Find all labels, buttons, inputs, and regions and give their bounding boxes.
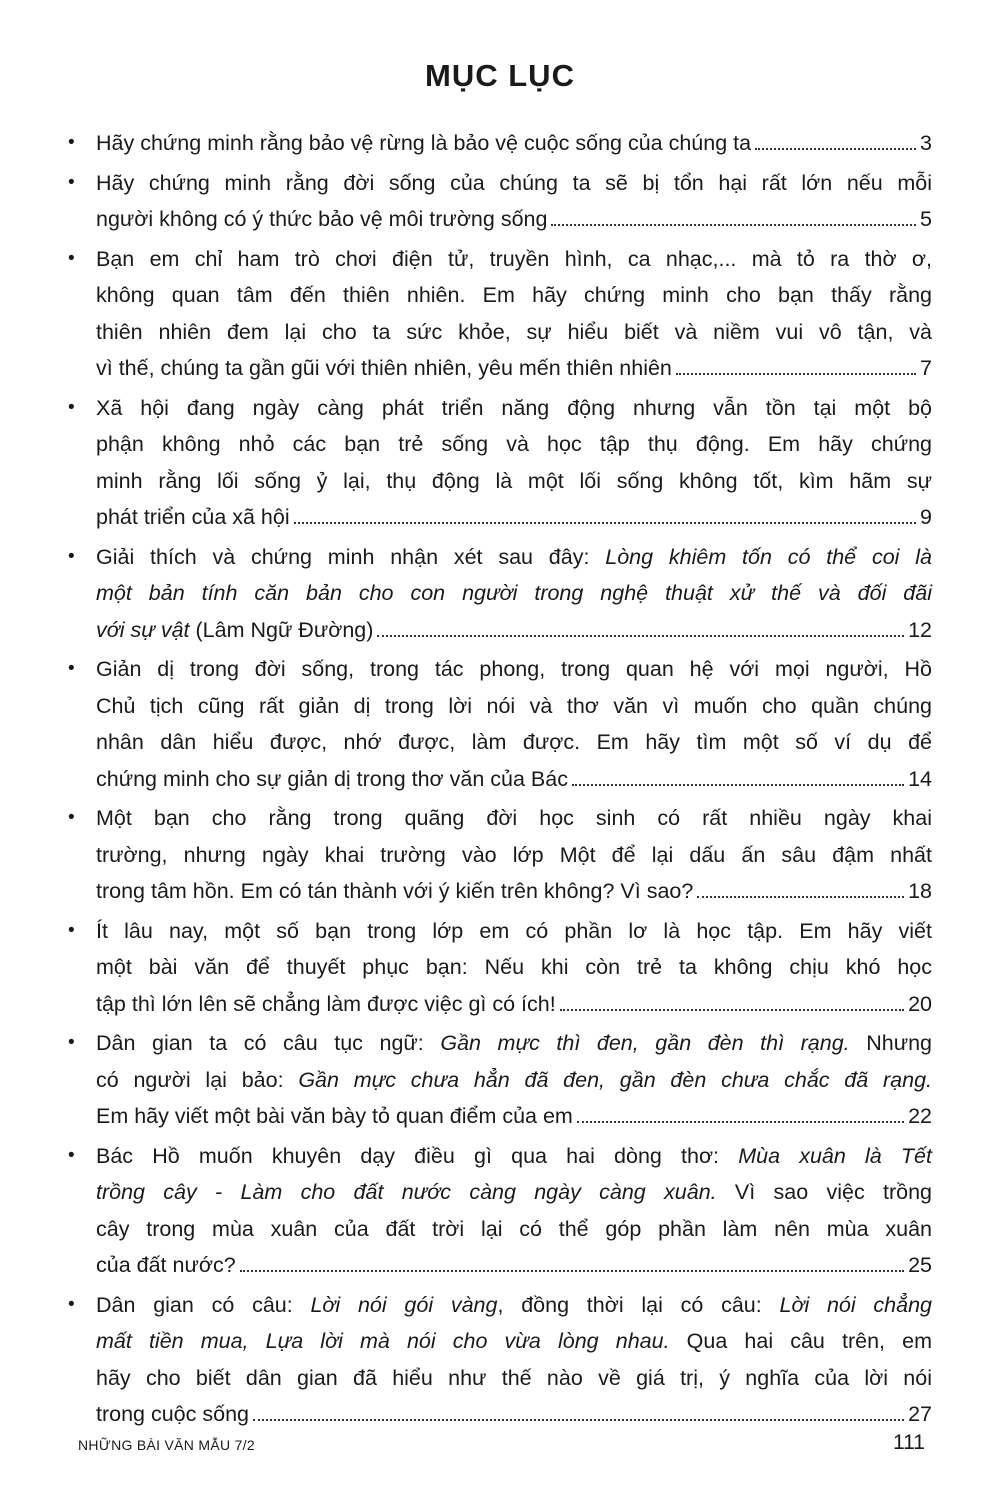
toc-entry-line (96, 1062, 932, 1099)
toc-entry-text: Chủ tịch cũng rất giản dị trong lời nói và thơ văn vì muốn cho quần chúng (96, 693, 932, 718)
toc-entry-line (96, 724, 932, 761)
toc-entry-text: tập thì lớn lên sẽ chẳng làm được việc gì có ích! (96, 991, 556, 1016)
toc-entry-text: Em hãy viết một bài văn bày tỏ quan điểm của em (96, 1104, 573, 1128)
bullet-icon: • (68, 396, 75, 418)
bullet-icon: • (68, 1293, 75, 1315)
toc-entry-quote: Gần mực thì đen, gần đèn thì rạng. (440, 1031, 850, 1055)
toc-entry-text: Xã hội đang ngày càng phát triển năng động nhưng vẫn tồn tại một bộ (96, 395, 932, 420)
toc-entry-page: 9 (920, 505, 932, 529)
toc-entry-line (96, 277, 932, 314)
toc-entry-text: nhân dân hiểu được, nhớ được, làm được. Em hãy tìm một số ví dụ để (96, 730, 932, 754)
toc-entry[interactable] (60, 125, 932, 162)
footer-page-number: 111 (893, 1431, 925, 1454)
toc-entry-line (96, 539, 932, 576)
toc-entry[interactable] (60, 1287, 932, 1433)
dot-leader (253, 1419, 904, 1421)
toc-entry-line (96, 125, 932, 162)
toc-entry-text: Hãy chứng minh rằng đời sống của chúng ta sẽ bị tổn hại rất lớn nếu mỗi (96, 170, 932, 195)
toc-entry-quote: với sự vật (96, 617, 190, 642)
toc-entry-line (96, 1396, 932, 1433)
toc-entry-line (96, 1098, 932, 1135)
toc-entry-text: Ít lâu nay, một số bạn trong lớp em có phần lơ là học tập. Em hãy viết (96, 918, 932, 943)
toc-entry-text: (Lâm Ngữ Đường) (189, 617, 374, 642)
toc-entry-quote: trồng cây - Làm cho đất nước càng ngày càng xuân. (96, 1180, 717, 1204)
toc-list (60, 125, 932, 1436)
toc-entry-line (96, 314, 932, 351)
toc-entry-quote: Lòng khiêm tốn có thể coi là (605, 544, 932, 569)
toc-entry-quote: Lời nói gói vàng (310, 1292, 498, 1317)
toc-entry-page: 22 (908, 1104, 932, 1128)
bullet-icon: • (68, 807, 75, 828)
toc-entry-text: Bác Hồ muốn khuyên dạy điều gì qua hai dòng thơ: (96, 1143, 739, 1168)
toc-entry-text: cây trong mùa xuân của đất trời lại có thể góp phần làm nên mùa xuân (96, 1216, 932, 1241)
toc-entry-text: vì thế, chúng ta gần gũi với thiên nhiên, yêu mến thiên nhiên (96, 356, 672, 380)
bullet-icon: • (68, 919, 75, 941)
toc-entry[interactable] (60, 539, 932, 649)
toc-entry-text: của đất nước? (96, 1253, 236, 1277)
toc-entry-quote: một bản tính căn bản cho con người trong nghệ thuật xử thế và đối đãi (96, 581, 932, 605)
toc-entry-quote: Mùa xuân là Tết (738, 1143, 932, 1168)
bullet-icon: • (68, 1144, 75, 1166)
toc-entry-line (96, 390, 932, 427)
toc-entry-text: Giản dị trong đời sống, trong tác phong, trong quan hệ với mọi người, Hồ (96, 657, 932, 681)
toc-entry-line (96, 761, 932, 798)
toc-entry-page: 20 (908, 991, 932, 1016)
footer-book-title: NHỮNG BÀI VĂN MẪU 7/2 (78, 1437, 255, 1453)
toc-entry-line (96, 1323, 932, 1360)
toc-entry-page: 12 (908, 617, 932, 642)
toc-entry-text: một bài văn để thuyết phục bạn: Nếu khi còn trẻ ta không chịu khó học (96, 955, 932, 979)
toc-entry-line (96, 651, 932, 688)
bullet-icon: • (68, 171, 75, 193)
toc-entry-text: minh rằng lối sống ỷ lại, thụ động là một lối sống không tốt, kìm hãm sự (96, 468, 932, 493)
toc-entry-line (96, 837, 932, 874)
toc-entry-text: Bạn em chỉ ham trò chơi điện tử, truyền hình, ca nhạc,... mà tỏ ra thờ ơ, (96, 246, 932, 271)
toc-entry-line (96, 873, 932, 910)
toc-entry-line (96, 1174, 932, 1211)
toc-entry-text: trong tâm hồn. Em có tán thành với ý kiến trên không? Vì sao? (96, 879, 694, 903)
toc-entry-text: phát triển của xã hội (96, 505, 290, 529)
toc-entry-text: Giải thích và chứng minh nhận xét sau đây: (96, 544, 606, 569)
toc-entry[interactable] (60, 1025, 932, 1135)
toc-entry-text: trường, nhưng ngày khai trường vào lớp Một để lại dấu ấn sâu đậm nhất (96, 842, 932, 867)
toc-entry-text: Một bạn cho rằng trong quãng đời học sinh có rất nhiều ngày khai (96, 806, 932, 830)
toc-entry[interactable] (60, 800, 932, 910)
toc-entry-quote: Gần mực chưa hẳn đã đen, gần đèn chưa chắc đã rạng. (298, 1067, 932, 1092)
toc-entry[interactable] (60, 651, 932, 797)
toc-entry-line (96, 800, 932, 837)
toc-entry-line (96, 165, 932, 202)
toc-entry-quote: Lời nói chẳng (779, 1292, 932, 1317)
toc-entry-line (96, 1211, 932, 1248)
toc-entry-text: có người lại bảo: (96, 1067, 299, 1092)
toc-entry-line (96, 1138, 932, 1175)
toc-entry-page: 27 (908, 1402, 932, 1426)
toc-entry-text: Nhưng (849, 1031, 933, 1055)
bullet-icon: • (68, 132, 75, 153)
toc-entry-text: Dân gian ta có câu tục ngữ: (96, 1031, 441, 1055)
toc-entry[interactable] (60, 1138, 932, 1284)
toc-entry-text: , đồng thời lại có câu: (497, 1292, 780, 1317)
toc-entry-text: không quan tâm đến thiên nhiên. Em hãy chứng minh cho bạn thấy rằng (96, 283, 932, 307)
toc-entry-line (96, 575, 932, 612)
toc-entry[interactable] (60, 165, 932, 238)
bullet-icon: • (68, 1032, 75, 1053)
toc-entry-line (96, 201, 932, 238)
toc-entry-line (96, 688, 932, 725)
bullet-icon: • (68, 545, 75, 567)
toc-entry-line (96, 426, 932, 463)
dot-leader (294, 522, 916, 524)
page-title: MỤC LỤC (425, 58, 575, 93)
toc-entry[interactable] (60, 913, 932, 1023)
toc-entry-line (96, 986, 932, 1023)
dot-leader (377, 635, 904, 637)
toc-entry-page: 25 (908, 1253, 932, 1277)
toc-entry-line (96, 241, 932, 278)
dot-leader (560, 1009, 904, 1011)
toc-entry-line (96, 612, 932, 649)
toc-entry-line (96, 499, 932, 536)
toc-entry-line (96, 1360, 932, 1397)
toc-entry-line (96, 913, 932, 950)
toc-entry-quote: mất tiền mua, Lựa lời mà nói cho vừa lòng nhau. (96, 1329, 670, 1353)
toc-entry-line (96, 1247, 932, 1284)
toc-entry-text: Vì sao việc trồng (716, 1180, 932, 1204)
toc-entry-line (96, 350, 932, 387)
toc-entry-text: người không có ý thức bảo vệ môi trường sống (96, 207, 548, 231)
dot-leader (676, 373, 916, 375)
toc-entry-text: chứng minh cho sự giản dị trong thơ văn của Bác (96, 766, 568, 791)
bullet-icon: • (68, 658, 75, 679)
toc-entry-page: 18 (908, 879, 932, 903)
dot-leader (240, 1270, 904, 1272)
toc-entry[interactable] (60, 241, 932, 387)
dot-leader (577, 1121, 904, 1123)
toc-entry-text: hãy cho biết dân gian đã hiểu như thế nào về giá trị, ý nghĩa của lời nói (96, 1365, 932, 1390)
toc-entry-line (96, 1025, 932, 1062)
toc-entry-line (96, 463, 932, 500)
toc-entry-text: Qua hai câu trên, em (669, 1329, 932, 1353)
toc-entry-line (96, 949, 932, 986)
bullet-icon: • (68, 247, 75, 269)
dot-leader (697, 896, 904, 898)
dot-leader (755, 148, 916, 150)
toc-entry-page: 7 (920, 356, 932, 380)
toc-entry[interactable] (60, 390, 932, 536)
toc-entry-page: 3 (920, 131, 932, 155)
toc-entry-text: trong cuộc sống (96, 1402, 249, 1426)
dot-leader (572, 784, 904, 786)
dot-leader (551, 224, 916, 226)
toc-entry-page: 5 (920, 207, 932, 231)
toc-entry-text: Dân gian có câu: (96, 1292, 311, 1317)
toc-entry-page: 14 (908, 766, 932, 791)
toc-entry-text: phận không nhỏ các bạn trẻ sống và học tập thụ động. Em hãy chứng (96, 432, 932, 456)
toc-entry-text: Hãy chứng minh rằng bảo vệ rừng là bảo vệ cuộc sống của chúng ta (96, 131, 752, 155)
toc-entry-line (96, 1287, 932, 1324)
toc-entry-text: thiên nhiên đem lại cho ta sức khỏe, sự hiểu biết và niềm vui vô tận, và (96, 319, 932, 344)
